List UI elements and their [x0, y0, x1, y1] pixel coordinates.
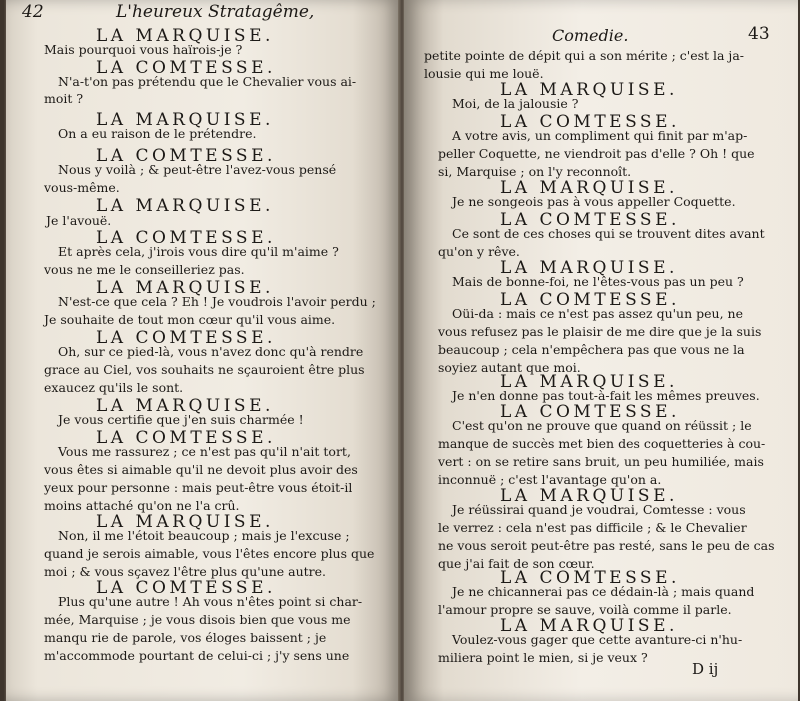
- dialogue-line: exaucez qu'ils le sont.: [44, 380, 184, 395]
- speaker-heading: LA COMTESSE.: [96, 146, 276, 166]
- speaker-heading: LA MARQUISE.: [96, 512, 274, 532]
- right-running-title: Comedie.: [552, 26, 629, 45]
- dialogue-line: que j'ai fait de son cœur.: [438, 556, 595, 571]
- dialogue-line: Mais de bonne-foi, ne l'êtes-vous pas un peu ?: [452, 274, 744, 289]
- dialogue-line: mée, Marquise ; je vous disois bien que vous me: [44, 612, 351, 627]
- speaker-heading: LA COMTESSE.: [96, 578, 276, 598]
- dialogue-line: quand je serois aimable, vous l'êtes encore plus que: [44, 546, 375, 561]
- dialogue-line: Je réüssirai quand je voudrai, Comtesse : vous: [452, 502, 746, 517]
- dialogue-line: ne vous seroit peut-être pas resté, sans le peu de cas: [438, 538, 775, 553]
- speaker-heading: LA COMTESSE.: [500, 112, 680, 132]
- left-page: [6, 0, 400, 701]
- dialogue-line: vous refusez pas le plaisir de me dire que je la suis: [438, 324, 762, 339]
- dialogue-line: N'est-ce que cela ? Eh ! Je voudrois l'avoir perdu ;: [58, 294, 376, 309]
- dialogue-line: On a eu raison de le prétendre.: [58, 126, 257, 141]
- dialogue-line: inconnuë ; c'est l'avantage qu'on a.: [438, 472, 662, 487]
- dialogue-line: Plus qu'une autre ! Ah vous n'êtes point si char-: [58, 594, 363, 609]
- dialogue-line: Nous y voilà ; & peut-être l'avez-vous pensé: [58, 162, 337, 177]
- dialogue-line: qu'on y rêve.: [438, 244, 520, 259]
- dialogue-line: manque de succès met bien des coquetteries à cou-: [438, 436, 766, 451]
- dialogue-line: moi ; & vous sçavez l'être plus qu'une autre.: [44, 564, 327, 579]
- dialogue-line: l'amour propre se sauve, voilà comme il parle.: [438, 602, 732, 617]
- dialogue-line: moins attaché qu'on ne l'a crû.: [44, 498, 240, 513]
- right-page: [404, 0, 798, 701]
- speaker-heading: LA COMTESSE.: [96, 228, 276, 248]
- signature-mark: D ij: [692, 660, 719, 678]
- dialogue-line: Je ne songeois pas à vous appeller Coquette.: [452, 194, 736, 209]
- left-page-number: 42: [22, 2, 44, 22]
- speaker-heading: LA MARQUISE.: [96, 278, 274, 298]
- left-running-title: L'heureux Stratagême,: [116, 2, 315, 22]
- dialogue-line: lousie qui me louë.: [424, 66, 544, 81]
- speaker-heading: LA COMTESSE.: [96, 58, 276, 78]
- speaker-heading: LA COMTESSE.: [500, 568, 680, 588]
- dialogue-line: Je ne chicannerai pas ce dédain-là ; mais quand: [452, 584, 755, 599]
- dialogue-line: petite pointe de dépit qui a son mérite ; c'est la ja-: [424, 48, 744, 63]
- dialogue-line: manqu rie de parole, vos éloges baissent ; je: [44, 630, 327, 645]
- dialogue-line: Et après cela, j'irois vous dire qu'il m'aime ?: [58, 244, 339, 259]
- speaker-heading: LA MARQUISE.: [500, 616, 678, 636]
- dialogue-line: Mais pourquoi vous haïrois-je ?: [44, 42, 243, 57]
- speaker-heading: LA COMTESSE.: [500, 402, 680, 422]
- dialogue-line: yeux pour personne : mais peut-être vous étoit-il: [44, 480, 353, 495]
- speaker-heading: LA MARQUISE.: [500, 372, 678, 392]
- dialogue-line: vous-même.: [44, 180, 120, 195]
- dialogue-line: Oh, sur ce pied-là, vous n'avez donc qu'à rendre: [58, 344, 364, 359]
- speaker-heading: LA MARQUISE.: [500, 80, 678, 100]
- speaker-heading: LA COMTESSE.: [96, 428, 276, 448]
- dialogue-line: Voulez-vous gager que cette avanture-ci n'hu-: [452, 632, 743, 647]
- dialogue-line: vert : on se retire sans bruit, un peu humiliée, mais: [438, 454, 764, 469]
- dialogue-line: Oüi-da : mais ce n'est pas assez qu'un peu, ne: [452, 306, 743, 321]
- dialogue-line: Moi, de la jalousie ?: [452, 96, 579, 111]
- speaker-heading: LA MARQUISE.: [500, 486, 678, 506]
- dialogue-line: Non, il me l'étoit beaucoup ; mais je l'excuse ;: [58, 528, 350, 543]
- speaker-heading: LA MARQUISE.: [96, 396, 274, 416]
- dialogue-line: Je vous certifie que j'en suis charmée !: [58, 412, 304, 427]
- dialogue-line: si, Marquise ; on l'y reconnoît.: [438, 164, 632, 179]
- dialogue-line: C'est qu'on ne prouve que quand on réüssit ; le: [452, 418, 752, 433]
- dialogue-line: grace au Ciel, vos souhaits ne sçauroient être plus: [44, 362, 365, 377]
- dialogue-line: vous êtes si aimable qu'il ne devoit plus avoir des: [44, 462, 358, 477]
- speaker-heading: LA MARQUISE.: [96, 196, 274, 216]
- speaker-heading: LA MARQUISE.: [96, 110, 274, 130]
- dialogue-line: beaucoup ; cela n'empêchera pas que vous ne la: [438, 342, 745, 357]
- dialogue-line: A votre avis, un compliment qui finit par m'ap-: [452, 128, 748, 143]
- dialogue-line: Je souhaite de tout mon cœur qu'il vous aime.: [44, 312, 336, 327]
- speaker-heading: LA COMTESSE.: [96, 328, 276, 348]
- right-page-number: 43: [748, 24, 770, 44]
- speaker-heading: LA MARQUISE.: [500, 258, 678, 278]
- dialogue-line: N'a-t'on pas prétendu que le Chevalier vous ai-: [58, 74, 357, 89]
- speaker-heading: LA COMTESSE.: [500, 210, 680, 230]
- dialogue-line: soyiez autant que moi.: [438, 360, 581, 375]
- dialogue-line: vous ne me le conseilleriez pas.: [44, 262, 245, 277]
- dialogue-line: moit ?: [44, 91, 84, 106]
- dialogue-line: miliera point le mien, si je veux ?: [438, 650, 648, 665]
- dialogue-line: Vous me rassurez ; ce n'est pas qu'il n'ait tort,: [58, 444, 351, 459]
- speaker-heading: LA MARQUISE.: [500, 178, 678, 198]
- speaker-heading: LA COMTESSE.: [500, 290, 680, 310]
- speaker-heading: LA MARQUISE.: [96, 26, 274, 46]
- dialogue-line: peller Coquette, ne viendroit pas d'elle ? Oh ! que: [438, 146, 755, 161]
- dialogue-line: le verrez : cela n'est pas difficile ; & le Chevalier: [438, 520, 747, 535]
- dialogue-line: Ce sont de ces choses qui se trouvent dites avant: [452, 226, 765, 241]
- dialogue-line: m'accommode pourtant de celui-ci ; j'y sens une: [44, 648, 350, 663]
- dialogue-line: Je n'en donne pas tout-à-fait les mêmes preuves.: [452, 388, 760, 403]
- dialogue-line: Je l'avouë.: [46, 213, 112, 228]
